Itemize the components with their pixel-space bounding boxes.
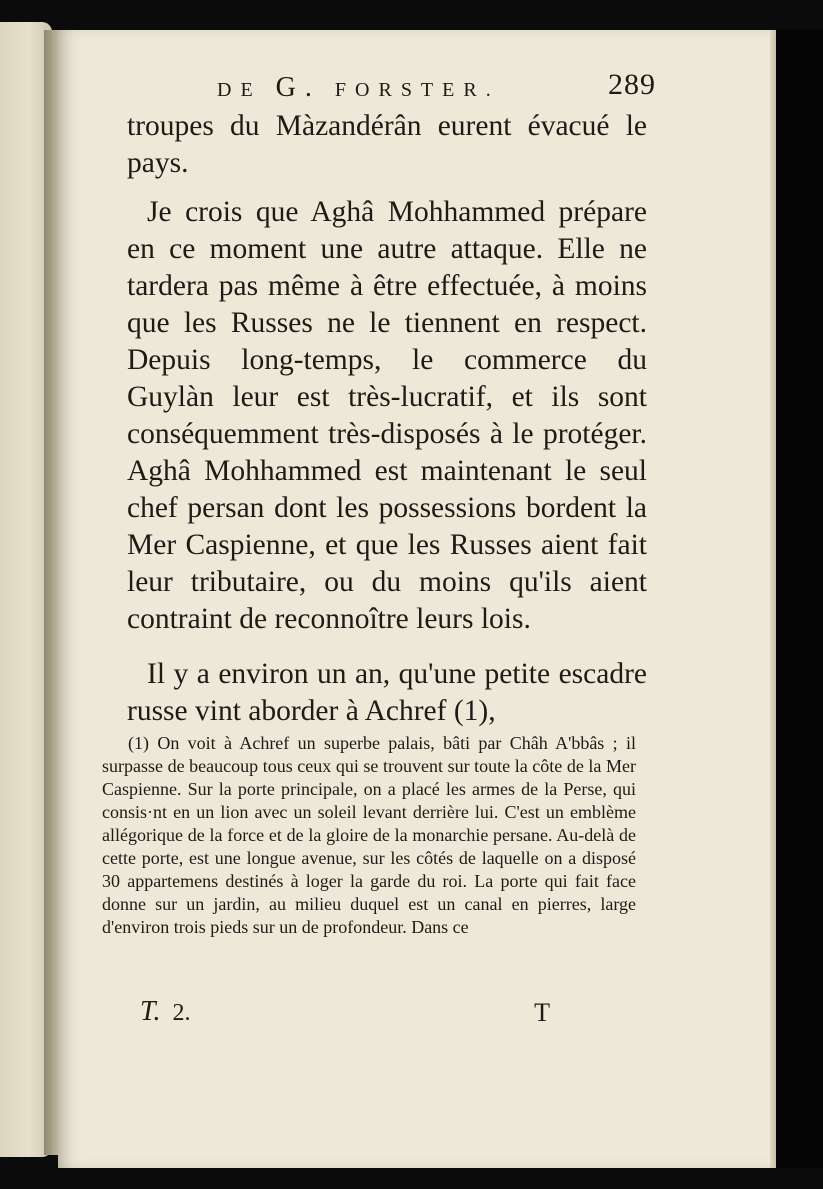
volume-letter: T. <box>140 996 161 1027</box>
paragraph-russian-squadron: Il y a environ un an, qu'une petite escadre russe vint aborder à Achref (1), <box>127 658 647 727</box>
running-head <box>162 62 656 102</box>
volume-number: 2. <box>172 1000 191 1026</box>
background-right <box>776 30 823 1168</box>
footnote <box>102 732 636 939</box>
signature-line <box>140 996 550 1028</box>
footnote-text: (1) On voit à Achref un superbe palais, bâti par Châh A'bbâs ; il surpasse de beaucoup tous ceux qui se trouvent sur toute la côte de la Mer Caspienne. Sur la porte principale, on a placé les armes de la Perse, qui consis·nt en un lion avec un soleil levant derrière lui. C'est un emblème allégorique de la force et de la gloire de la monarchie persane. Au-delà de cette porte, est une longue avenue, sur les côtés de laquelle on a disposé 30 appartemens destinés à loger la garde du roi. La porte qui fait face donne sur un jardin, au milieu duquel est un canal en pierres, large d'environ trois pieds sur un de profondeur. Dans ce <box>102 733 636 937</box>
running-head-name: FORSTER. <box>334 79 500 101</box>
running-head-title <box>217 72 500 104</box>
signature-mark: T <box>534 998 550 1027</box>
volume-mark <box>140 996 191 1028</box>
page-number: 289 <box>608 68 656 101</box>
paragraph-agha-attack: Je crois que Aghâ Mohhammed prépare en ce moment une autre attaque. Elle ne tardera pas même à être effectuée, à moins que les Russes ne le tiennent en respect. Depuis long-temps, le commerce du Guylàn leur est très-lucratif, et ils sont conséquemment très-disposés à le protéger. Aghâ Mohhammed est maintenant le seul chef persan dont les possessions bordent la Mer Caspienne, et que les Russes aient fait leur tributaire, ou du moins qu'ils aient contraint de reconnoître leurs lois. <box>127 196 647 635</box>
running-head-de: DE <box>217 79 262 101</box>
running-head-initial: G. <box>275 72 321 103</box>
paragraph-continuation: troupes du Màzandérân eurent évacué le pays. <box>127 110 647 179</box>
main-text <box>127 108 647 730</box>
